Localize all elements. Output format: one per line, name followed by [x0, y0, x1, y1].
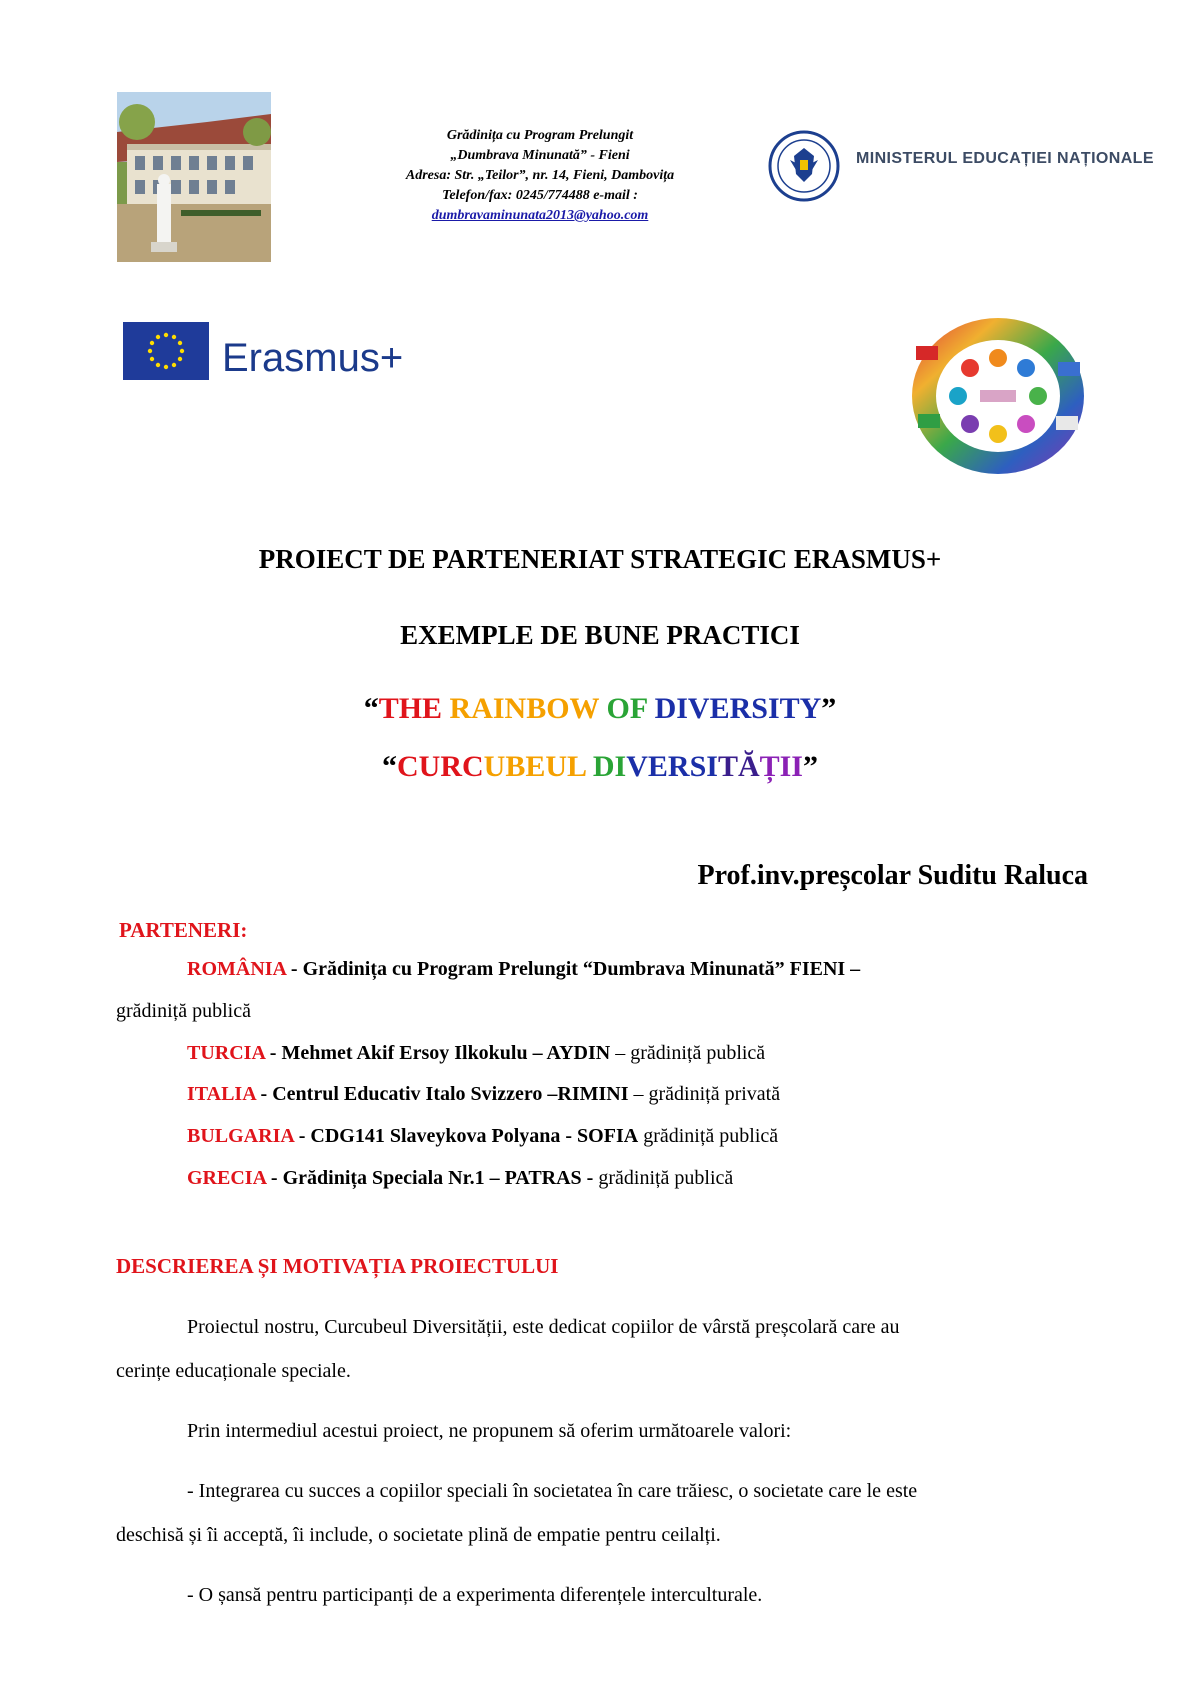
school-subname-line: „Dumbrava Minunată” - Fieni [450, 148, 630, 163]
author-name: Prof.inv.preșcolar Suditu Raluca [697, 860, 1088, 891]
rainbow-title-english: “THE RAINBOW OF DIVERSITY” [363, 692, 837, 725]
school-address-line: Adresa: Str. „Teilor”, nr. 14, Fieni, Dambovița [405, 168, 675, 183]
partner-romania-type: grădiniță publică [116, 1000, 251, 1022]
paragraph-4: - O șansă pentru participanți de a experimenta diferențele interculturale. [187, 1584, 763, 1606]
school-email-link[interactable]: dumbravaminunata2013@yahoo.com [431, 208, 649, 223]
partner-romania-name: Grădinița cu Program Prelungit “Dumbrava Minunată” FIENI [302, 958, 846, 980]
partner-turcia: TURCIA - Mehmet Akif Ersoy Ilkokulu – AYDIN – grădiniță publică [187, 1042, 766, 1064]
paragraph-1-line-2: cerințe educaționale speciale. [116, 1360, 351, 1382]
paragraph-2: Prin intermediul acestui proiect, ne propunem să oferim următoarele valori: [187, 1420, 792, 1442]
government-crest-icon [768, 130, 840, 202]
paragraph-3-line-1: - Integrarea cu succes a copiilor speciali în societatea în care trăiesc, o societate care le este [187, 1480, 918, 1502]
school-info-block [330, 126, 750, 226]
section-heading: DESCRIEREA ȘI MOTIVAȚIA PROIECTULUI [116, 1254, 559, 1278]
school-phone-line: Telefon/fax: 0245/774488 e-mail : [442, 188, 638, 203]
project-subtitle: EXEMPLE DE BUNE PRACTICI [400, 620, 800, 650]
eu-flag-icon [123, 322, 209, 380]
partner-bulgaria: BULGARIA - CDG141 Slaveykova Polyana - SOFIA grădiniță publică [187, 1125, 779, 1147]
school-building-photo [117, 92, 271, 262]
partner-romania-country: ROMÂNIA [187, 958, 286, 980]
school-name-line: Grădinița cu Program Prelungit [446, 128, 634, 143]
project-title: PROIECT DE PARTENERIAT STRATEGIC ERASMUS+ [258, 544, 942, 574]
ministry-name: MINISTERUL EDUCAȚIEI NAȚIONALE [856, 150, 1154, 167]
partners-label: PARTENERI: [119, 918, 248, 942]
rainbow-title-romanian: “CURCUBEUL DIVERSITĂȚII” [382, 750, 818, 783]
paragraph-1-line-1: Proiectul nostru, Curcubeul Diversității, este dedicat copiilor de vârstă preșcolară care au [187, 1316, 900, 1338]
partner-romania: ROMÂNIA - Grădinița cu Program Prelungit “Dumbrava Minunată” FIENI – [187, 958, 861, 980]
partner-grecia: GRECIA - Grădinița Speciala Nr.1 – PATRAS - grădiniță publică [187, 1167, 734, 1189]
paragraph-3-line-2: deschisă și îi acceptă, îi include, o societate plină de empatie pentru ceilalți. [116, 1524, 721, 1546]
rainbow-of-diversity-logo [910, 316, 1086, 476]
erasmus-logo-text: Erasmus+ [222, 336, 404, 380]
partner-italia: ITALIA - Centrul Educativ Italo Svizzero –RIMINI – grădiniță privată [187, 1083, 781, 1105]
